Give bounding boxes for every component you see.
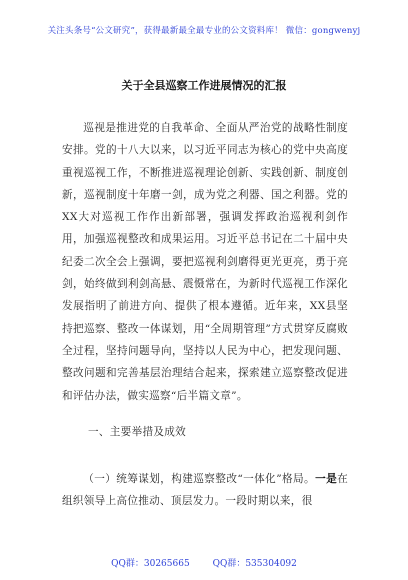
subsection-1-text: 在组织领导上高位推动、顶层发力。一段时期以来，很 xyxy=(62,473,348,508)
document-body xyxy=(62,117,348,407)
document-title: 关于全县巡察工作进展情况的汇报 xyxy=(121,79,287,92)
subsection-1-paragraph xyxy=(62,468,348,513)
paragraph-intro: 巡视是推进党的自我革命、全面从严治党的战略性制度安排。党的十八大以来，以习近平同志为核心的党中央高度重视巡视工作，不断推进巡视理论创新、实践创新、制度创新，巡视制度十年磨一剑，成为党之利器、国之利器。党的XX大对巡视工作作出新部署，强调发挥政治巡视利剑作用，加强巡视整改和成果运用。习近平总书记在二十届中央纪委二次全会上强调，要把巡视利剑磨得更光更亮，勇于亮剑，始终做到利剑高悬、震慑常在，为新时代巡视工作深化发展指明了前进方向、提供了根本遵循。近年来，XX县坚持把巡察、整改一体谋划，用“全周期管理”方式贯穿反腐败全过程，坚持问题导向，坚持以人民为中心，把发现问题、整改问题和完善基层治理结合起来，探索建立巡察整改促进和评估办法，做实巡察“后半篇文章”。 xyxy=(62,122,348,402)
footer-contacts xyxy=(0,556,408,569)
footer-qq-group-2: QQ群：535304092 xyxy=(212,559,297,569)
promo-banner: 关注头条号“公文研究”，获得最新最全最专业的公文资料库！ 微信：gongwenyj xyxy=(47,26,361,36)
subsection-1-lead: 一是 xyxy=(315,473,338,485)
subsection-1-heading: （一）统筹谋划，构建巡察整改“一体化”格局。 xyxy=(83,473,316,485)
section-heading-1: 一、主要举措及成效 xyxy=(88,426,187,438)
subsection-1 xyxy=(62,468,348,513)
footer-qq-group-1: QQ群：30265665 xyxy=(111,559,190,569)
